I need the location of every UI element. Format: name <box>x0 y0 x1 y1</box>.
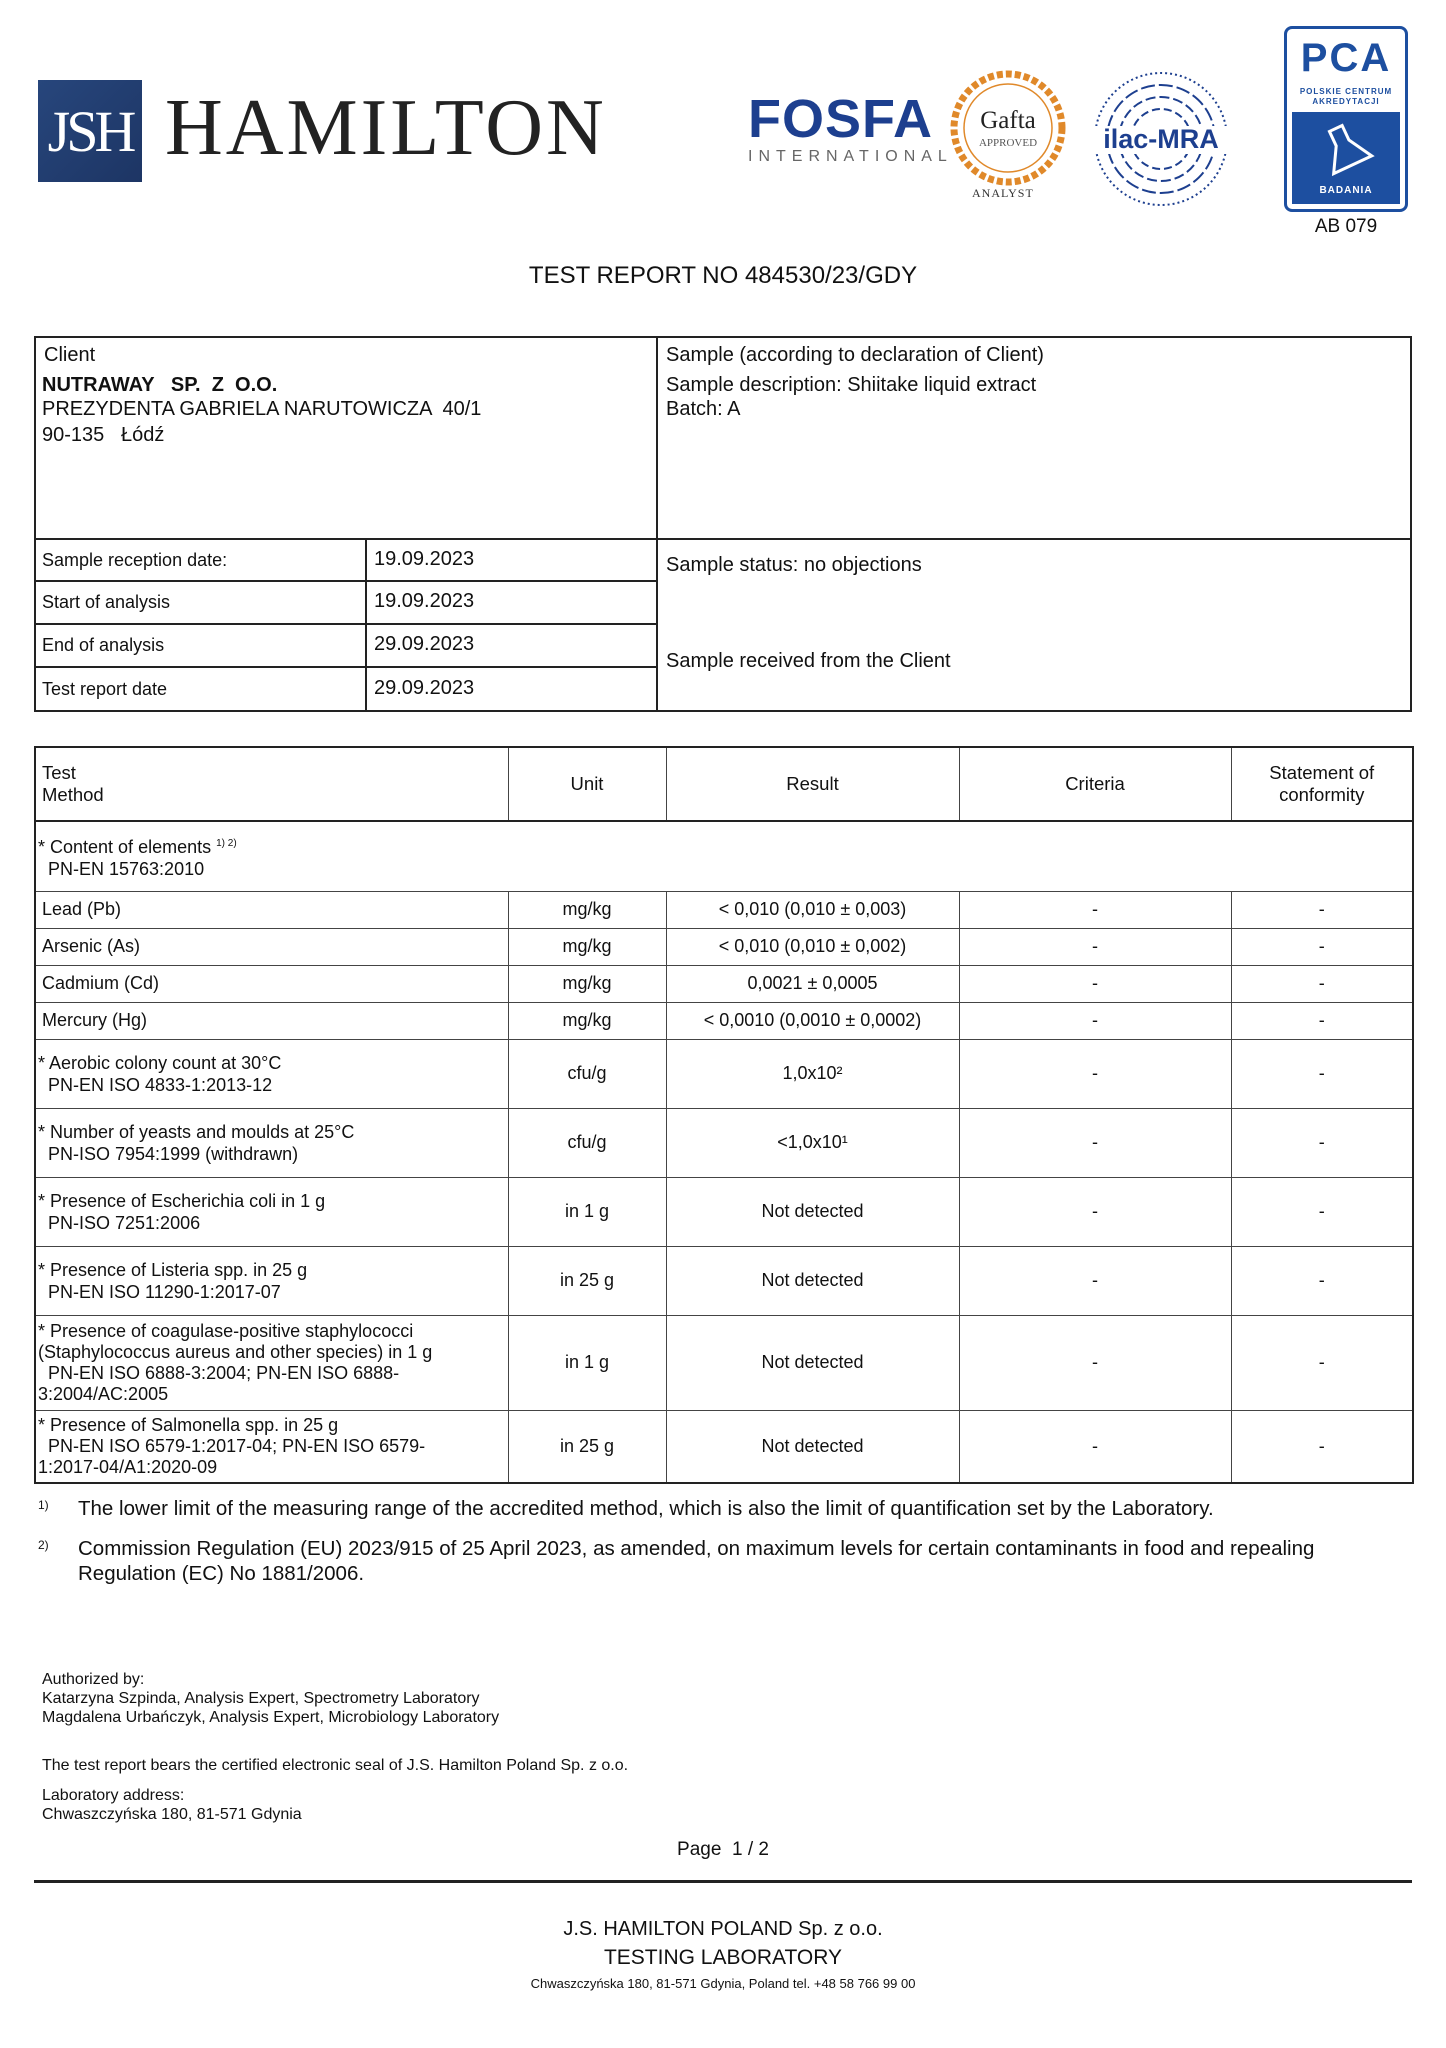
date-label-start: Start of analysis <box>42 592 171 612</box>
footnote-2-text-line-2: Regulation (EC) No 1881/2006. <box>78 1562 365 1585</box>
hamilton-logo-mark <box>38 80 142 182</box>
table-row: Arsenic (As) mg/kg < 0,010 (0,010 ± 0,002) - - <box>35 928 1413 965</box>
pca-line-1: POLSKIE CENTRUM <box>1299 87 1393 96</box>
ilac-text: ilac-MRA <box>1103 124 1219 154</box>
pca-accreditation-badge <box>1284 26 1408 212</box>
date-value-report: 29.09.2023 <box>374 677 475 699</box>
dates-row-line-2 <box>36 623 656 625</box>
fosfa-logo-subtext: INTERNATIONAL <box>748 148 953 165</box>
gafta-subtext: APPROVED <box>978 137 1038 149</box>
date-value-start: 19.09.2023 <box>374 590 475 612</box>
flask-icon <box>1292 112 1400 182</box>
table-row: Lead (Pb) mg/kg < 0,010 (0,010 ± 0,003) - - <box>35 891 1413 928</box>
sample-batch: Batch: A <box>666 398 741 420</box>
table-row: * Aerobic colony count at 30°C PN-EN ISO 4833-1:2013-12 cfu/g 1,0x10² - - <box>35 1039 1413 1108</box>
footer-divider <box>34 1880 1412 1883</box>
lab-address-value: Chwaszczyńska 180, 81-571 Gdynia <box>42 1806 302 1823</box>
group-row-elements <box>35 821 1413 891</box>
date-value-reception: 19.09.2023 <box>374 548 475 570</box>
accreditation-number: AB 079 <box>1314 216 1378 237</box>
table-row: * Number of yeasts and moulds at 25°C PN-ISO 7954:1999 (withdrawn) cfu/g <1,0x10¹ - - <box>35 1108 1413 1177</box>
pca-badge-label: BADANIA <box>1319 185 1373 196</box>
brand-name: HAMILTON <box>165 84 607 172</box>
sample-received: Sample received from the Client <box>666 650 951 672</box>
dates-row-line-1 <box>36 580 656 582</box>
pca-title: PCA <box>1300 35 1392 80</box>
footnote-2-mark: 2) <box>38 1538 49 1552</box>
table-row: * Presence of Escherichia coli in 1 g PN-ISO 7251:2006 in 1 g Not detected - - <box>35 1177 1413 1246</box>
header-unit: Unit <box>508 747 666 821</box>
fosfa-logo-text: FOSFA <box>748 89 934 149</box>
date-label-report: Test report date <box>42 679 168 699</box>
footnote-1-text: The lower limit of the measuring range of the accredited method, which is also the limit of quantification set by the Laboratory. <box>78 1497 1214 1520</box>
dates-row-line-3 <box>36 666 656 668</box>
ilac-mra-logo <box>1090 68 1232 210</box>
footnote-2-text-line-1: Commission Regulation (EU) 2023/915 of 25 April 2023, as amended, on maximum levels for certain contaminants in food and repealing <box>78 1537 1315 1560</box>
gafta-approved-logo <box>950 70 1066 186</box>
pca-blue-panel <box>1292 112 1400 204</box>
footnote-1-mark: 1) <box>38 1498 49 1512</box>
footer-address: Chwaszczyńska 180, 81-571 Gdynia, Poland tel. +48 58 766 99 00 <box>530 1976 916 1991</box>
results-table <box>34 746 1414 1484</box>
group-elements-cell: * Content of elements $^{1) 2)}$ PN-EN 15763:2010 <box>35 821 1413 891</box>
client-sample-info-table <box>34 336 1412 712</box>
sample-heading: Sample (according to declaration of Client) <box>666 344 1044 366</box>
page-number: Page 1 / 2 <box>677 1839 769 1860</box>
date-label-end: End of analysis <box>42 635 165 655</box>
results-header-row <box>35 747 1413 821</box>
footer-lab: TESTING LABORATORY <box>603 1946 843 1969</box>
header-criteria: Criteria <box>959 747 1231 821</box>
authorized-person-2: Magdalena Urbańczyk, Analysis Expert, Microbiology Laboratory <box>42 1709 500 1726</box>
info-divider-vertical <box>656 338 658 710</box>
client-name: NUTRAWAY SP. Z O.O. <box>42 374 278 396</box>
authorized-person-1: Katarzyna Szpinda, Analysis Expert, Spectrometry Laboratory <box>42 1690 480 1707</box>
header-test-method: Test Method <box>35 747 508 821</box>
client-street: PREZYDENTA GABRIELA NARUTOWICZA 40/1 <box>42 398 482 420</box>
header-conformity: Statement of conformity <box>1231 747 1413 821</box>
table-row: Cadmium (Cd) mg/kg 0,0021 ± 0,0005 - - <box>35 965 1413 1002</box>
date-value-end: 29.09.2023 <box>374 633 475 655</box>
sample-status: Sample status: no objections <box>666 554 922 576</box>
authorized-label: Authorized by: <box>42 1671 145 1688</box>
lab-address-label: Laboratory address: <box>42 1787 185 1804</box>
sample-description: Sample description: Shiitake liquid extract <box>666 374 1037 396</box>
pca-line-2: AKREDYTACJI <box>1312 97 1380 106</box>
client-label: Client <box>44 344 96 366</box>
table-row: Mercury (Hg) mg/kg < 0,0010 (0,0010 ± 0,0002) - - <box>35 1002 1413 1039</box>
footer-company: J.S. HAMILTON POLAND Sp. z o.o. <box>563 1918 883 1940</box>
fosfa-logo <box>748 89 953 168</box>
date-label-reception: Sample reception date: <box>42 550 228 570</box>
gafta-caption: ANALYST <box>972 186 1034 200</box>
info-divider-horizontal <box>36 538 1410 540</box>
table-row: * Presence of Listeria spp. in 25 g PN-EN ISO 11290-1:2017-07 in 25 g Not detected - - <box>35 1246 1413 1315</box>
client-city: 90-135 Łódź <box>42 424 165 446</box>
logo-mark-text: JSH <box>47 98 133 164</box>
gafta-text: Gafta <box>980 107 1036 134</box>
report-title: TEST REPORT NO 484530/23/GDY <box>528 262 918 289</box>
seal-note: The test report bears the certified electronic seal of J.S. Hamilton Poland Sp. z o.o. <box>42 1757 629 1774</box>
header-result: Result <box>666 747 959 821</box>
table-row: * Presence of Salmonella spp. in 25 g PN-EN ISO 6579-1:2017-04; PN-EN ISO 6579- 1:2017-04/A1:2020-09 in 25 g Not detected - - <box>35 1410 1413 1483</box>
table-row: * Presence of coagulase-positive staphylococci (Staphylococcus aureus and other species) in 1 g PN-EN ISO 6888-3:2004; PN-EN ISO 6888- 3:2004/AC:2005 in 1 g Not detected - - <box>35 1315 1413 1410</box>
